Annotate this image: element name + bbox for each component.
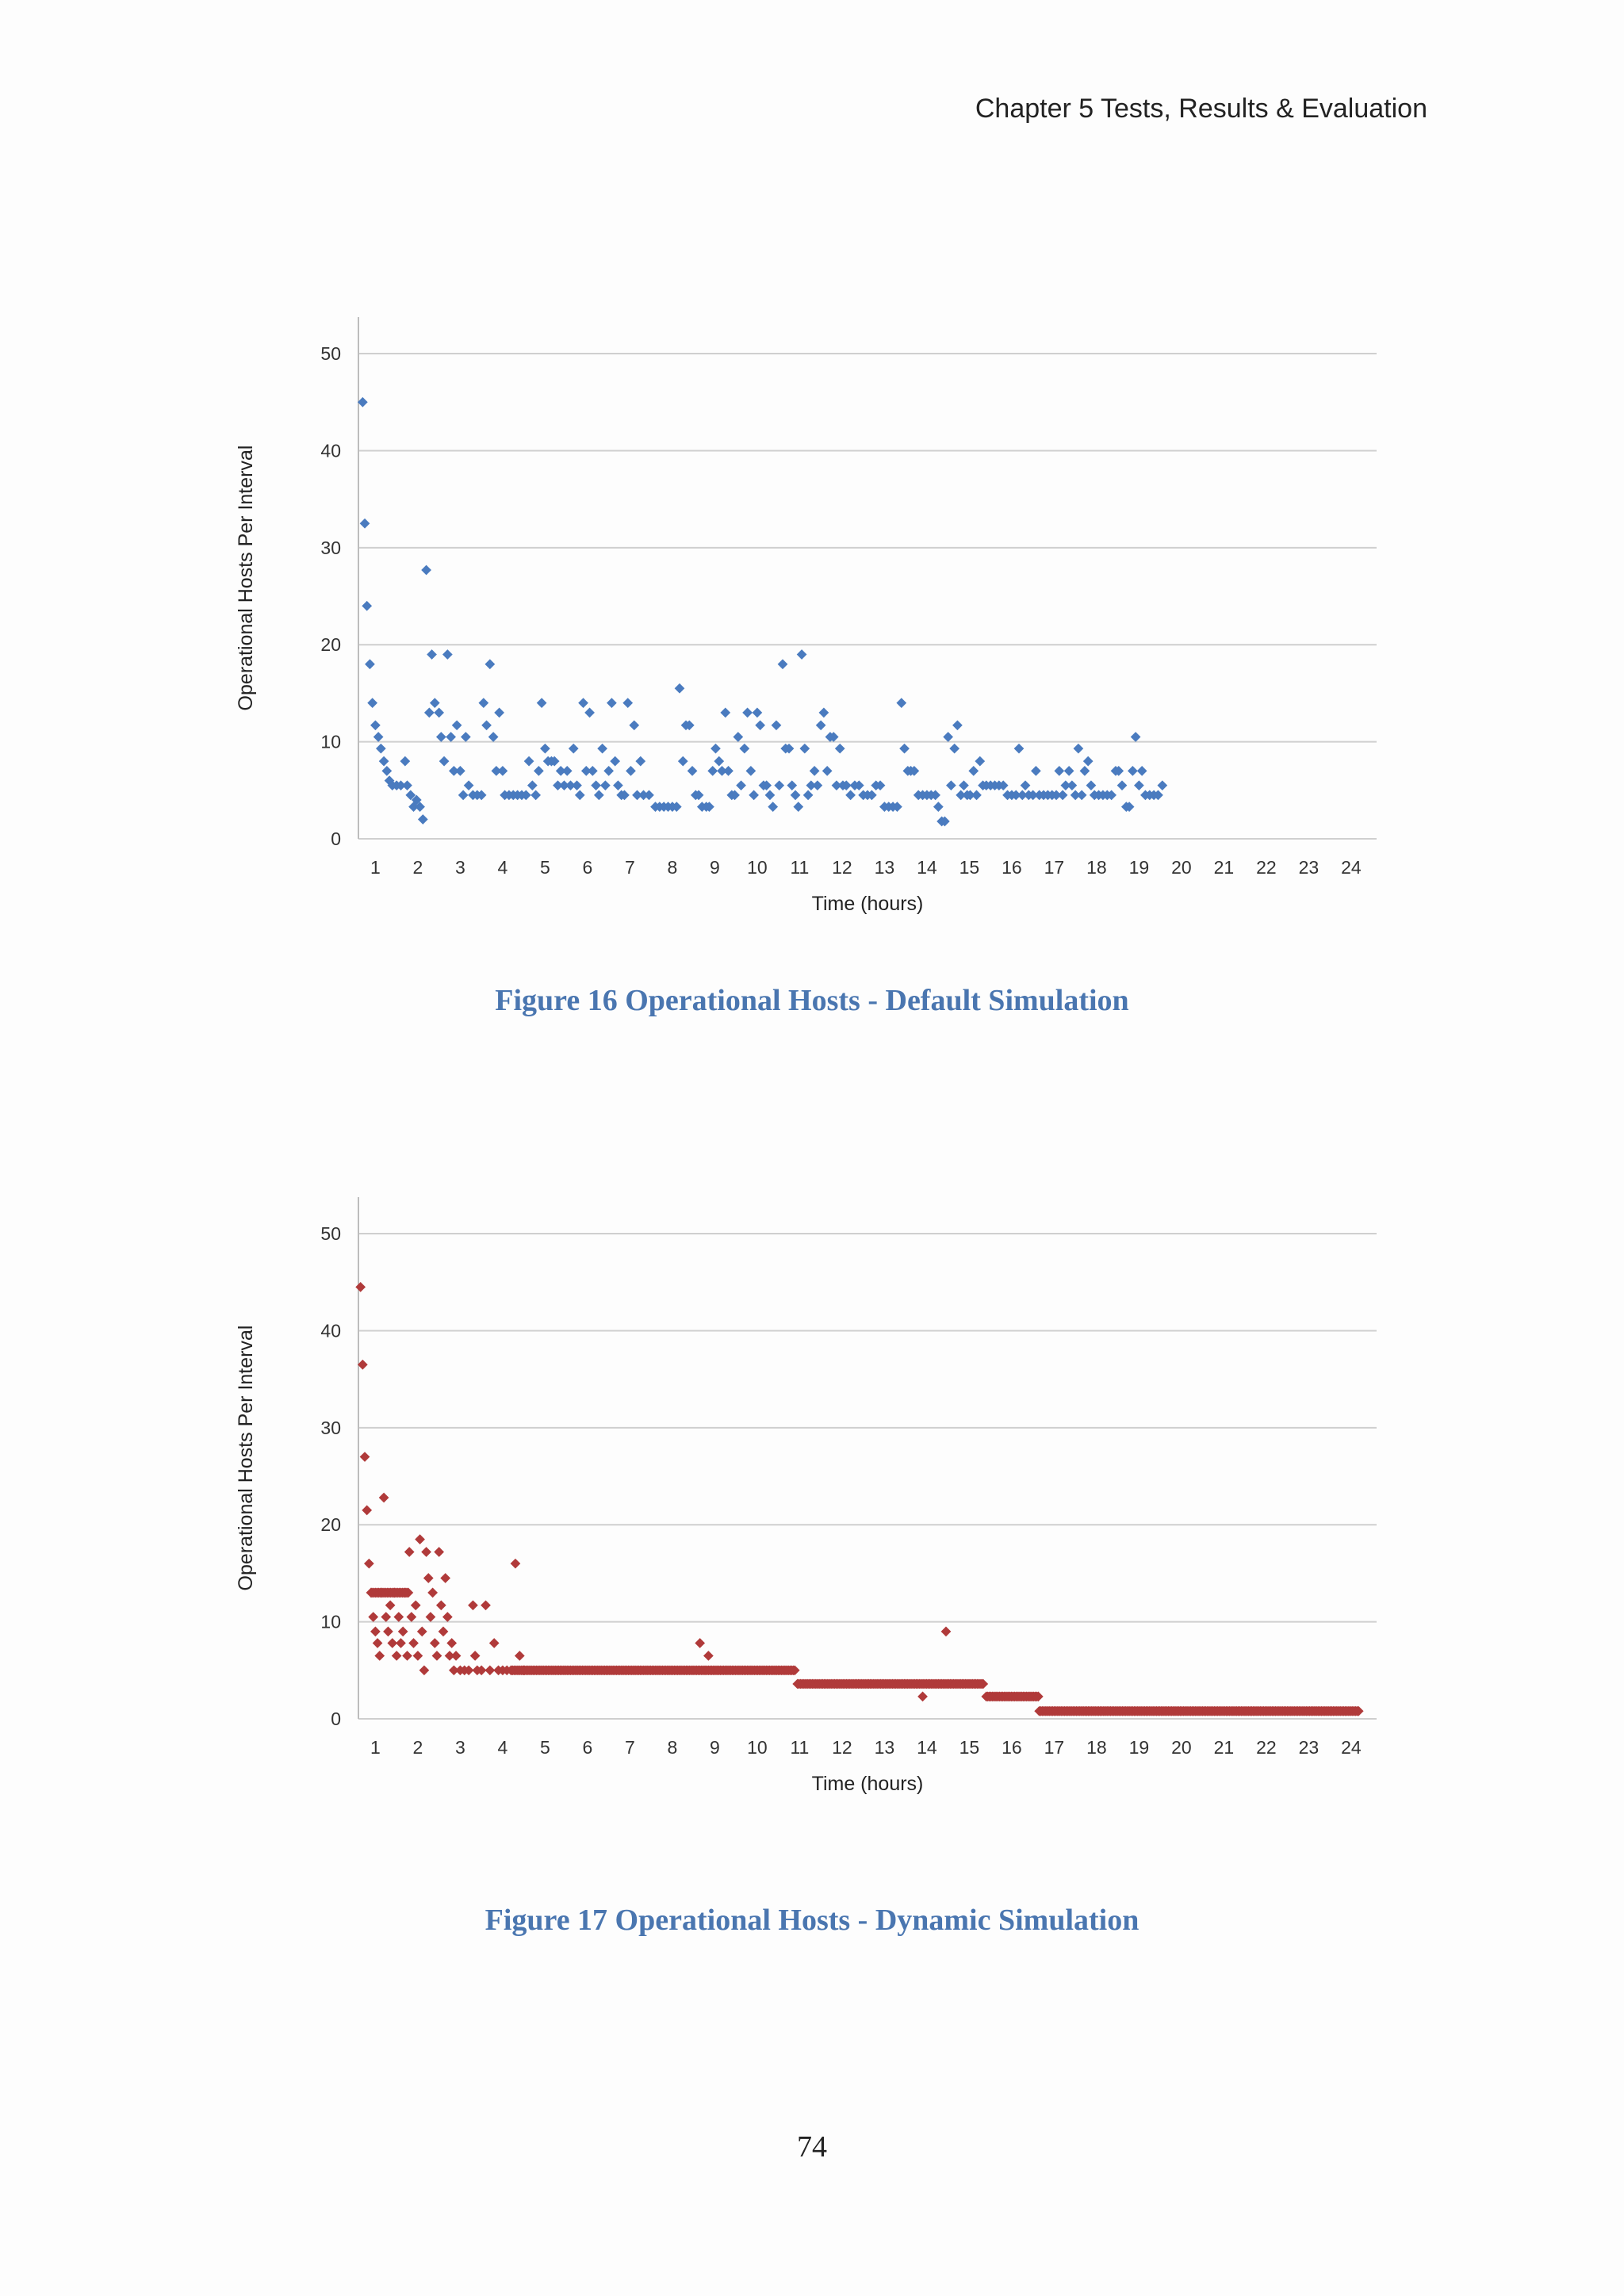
data-point — [736, 780, 746, 790]
data-point — [933, 802, 944, 812]
x-tick-label: 13 — [874, 1737, 895, 1758]
x-tick-label: 12 — [832, 1737, 852, 1758]
data-point — [452, 720, 462, 730]
data-point — [835, 744, 845, 754]
data-point — [530, 790, 541, 801]
y-axis-label: Operational Hosts Per Interval — [235, 1325, 257, 1591]
data-point — [578, 698, 588, 708]
data-point — [774, 780, 784, 790]
x-tick-label: 24 — [1341, 1737, 1362, 1758]
data-point — [917, 1691, 928, 1701]
data-point — [1137, 766, 1147, 776]
data-point — [1131, 732, 1141, 742]
data-point — [364, 1559, 374, 1569]
x-tick-label: 17 — [1044, 857, 1065, 878]
data-point — [703, 1651, 714, 1661]
y-tick-label: 40 — [320, 440, 341, 461]
x-tick-label: 13 — [874, 857, 895, 878]
data-point — [373, 1638, 383, 1648]
data-point — [407, 1612, 417, 1622]
data-point — [446, 1638, 457, 1648]
x-tick-label: 7 — [625, 1737, 635, 1758]
data-point — [594, 790, 604, 801]
data-point — [803, 790, 814, 801]
data-point — [393, 1612, 404, 1622]
data-point — [470, 1651, 481, 1661]
data-point — [396, 1638, 406, 1648]
figure-16-caption: Figure 16 Operational Hosts - Default Simulation — [495, 984, 1129, 1017]
y-tick-label: 0 — [331, 828, 341, 849]
data-point — [374, 1651, 385, 1661]
data-point — [644, 790, 654, 801]
data-point — [494, 708, 504, 718]
data-point — [968, 766, 979, 776]
x-tick-label: 10 — [747, 857, 768, 878]
data-point — [787, 780, 797, 790]
y-tick-label: 40 — [320, 1320, 341, 1341]
data-point — [899, 744, 910, 754]
data-point — [1054, 766, 1064, 776]
y-tick-label: 50 — [320, 343, 341, 365]
data-point — [635, 756, 645, 767]
data-point — [430, 1638, 440, 1648]
y-tick-label: 30 — [320, 537, 341, 558]
data-point — [584, 708, 595, 718]
x-tick-label: 5 — [540, 857, 550, 878]
x-tick-label: 1 — [370, 857, 381, 878]
data-point — [534, 766, 544, 776]
data-point — [707, 766, 718, 776]
data-point — [1014, 744, 1025, 754]
data-point — [575, 790, 585, 801]
x-tick-label: 15 — [959, 857, 980, 878]
x-tick-label: 1 — [370, 1737, 381, 1758]
x-tick-label: 10 — [747, 1737, 768, 1758]
data-point — [461, 732, 471, 742]
data-point — [383, 1626, 393, 1636]
data-point — [793, 802, 803, 812]
x-tick-label: 2 — [412, 857, 423, 878]
data-point — [404, 1547, 415, 1557]
data-point — [755, 720, 765, 730]
data-point — [733, 732, 743, 742]
data-point — [1157, 780, 1167, 790]
data-point — [949, 744, 959, 754]
data-point — [572, 780, 582, 790]
x-tick-label: 22 — [1256, 1737, 1277, 1758]
x-tick-label: 6 — [582, 857, 593, 878]
data-point — [799, 744, 810, 754]
data-point — [688, 766, 698, 776]
data-point — [626, 766, 636, 776]
data-point — [370, 1626, 381, 1636]
data-point — [1080, 766, 1090, 776]
running-header: Chapter 5 Tests, Results & Evaluation — [975, 94, 1427, 124]
data-point — [360, 1452, 370, 1462]
data-point — [597, 744, 607, 754]
data-point — [723, 766, 733, 776]
data-series — [355, 1282, 1363, 1716]
data-point — [524, 756, 534, 767]
data-point — [434, 1547, 444, 1557]
x-tick-label: 16 — [1002, 857, 1022, 878]
data-point — [975, 756, 985, 767]
data-point — [819, 708, 829, 718]
x-tick-label: 18 — [1086, 857, 1107, 878]
data-point — [511, 1559, 521, 1569]
data-point — [720, 708, 730, 718]
data-point — [822, 766, 833, 776]
data-point — [678, 756, 688, 767]
data-point — [417, 1626, 427, 1636]
data-point — [398, 1626, 408, 1636]
data-point — [1021, 780, 1031, 790]
data-point — [370, 720, 381, 730]
data-point — [442, 1612, 453, 1622]
data-point — [1058, 790, 1068, 801]
data-point — [1134, 780, 1144, 790]
x-tick-label: 3 — [455, 1737, 465, 1758]
data-point — [436, 732, 446, 742]
y-tick-label: 50 — [320, 1223, 341, 1245]
x-tick-label: 23 — [1298, 1737, 1320, 1758]
data-point — [959, 780, 969, 790]
data-point — [478, 698, 488, 708]
data-point — [742, 708, 753, 718]
data-point — [562, 766, 573, 776]
data-point — [440, 1573, 450, 1583]
data-point — [368, 1612, 378, 1622]
data-point — [362, 1506, 372, 1516]
data-point — [408, 1638, 419, 1648]
data-point — [418, 814, 428, 825]
data-series — [358, 397, 1167, 826]
data-point — [710, 744, 721, 754]
x-tick-label: 19 — [1128, 1737, 1150, 1758]
data-point — [481, 720, 492, 730]
figure-17-caption: Figure 17 Operational Hosts - Dynamic Simulation — [485, 1904, 1139, 1937]
data-point — [379, 756, 389, 767]
data-point — [971, 790, 982, 801]
x-tick-label: 4 — [497, 857, 508, 878]
data-point — [816, 720, 826, 730]
data-point — [610, 756, 620, 767]
data-point — [381, 1612, 391, 1622]
data-point — [436, 1600, 446, 1610]
data-point — [413, 1651, 423, 1661]
data-point — [791, 790, 801, 801]
data-point — [600, 780, 611, 790]
data-point — [385, 1600, 396, 1610]
data-point — [778, 659, 788, 669]
data-point — [455, 766, 465, 776]
data-point — [1074, 744, 1084, 754]
x-tick-label: 19 — [1128, 857, 1150, 878]
data-point — [419, 1665, 430, 1675]
data-point — [714, 756, 724, 767]
x-tick-label: 4 — [497, 1737, 508, 1758]
data-point — [772, 720, 782, 730]
data-point — [1128, 766, 1138, 776]
data-point — [379, 1493, 389, 1503]
data-point — [1117, 780, 1128, 790]
x-tick-label: 14 — [917, 857, 937, 878]
x-tick-label: 9 — [710, 1737, 720, 1758]
data-point — [591, 780, 601, 790]
data-point — [1031, 766, 1041, 776]
data-point — [489, 1638, 500, 1648]
x-axis-label: Time (hours) — [811, 1773, 924, 1795]
data-point — [537, 698, 547, 708]
data-point — [810, 766, 820, 776]
data-point — [498, 766, 508, 776]
data-point — [392, 1651, 402, 1661]
figure-16-scatter-chart — [230, 293, 1404, 915]
data-point — [434, 708, 444, 718]
y-tick-label: 20 — [320, 1514, 341, 1536]
x-tick-label: 11 — [790, 857, 810, 878]
y-tick-label: 30 — [320, 1417, 341, 1438]
data-point — [896, 698, 906, 708]
y-tick-label: 10 — [320, 731, 341, 752]
data-point — [845, 790, 856, 801]
data-point — [411, 1600, 421, 1610]
data-point — [1083, 756, 1094, 767]
x-tick-label: 21 — [1213, 857, 1235, 878]
x-tick-label: 24 — [1341, 857, 1362, 878]
x-tick-label: 6 — [582, 1737, 593, 1758]
data-point — [1067, 780, 1078, 790]
data-point — [1077, 790, 1087, 801]
data-point — [607, 698, 617, 708]
figure-17-plot — [230, 1173, 1404, 1795]
data-point — [423, 1573, 434, 1583]
data-point — [603, 766, 614, 776]
x-tick-label: 3 — [455, 857, 465, 878]
data-point — [381, 766, 392, 776]
data-point — [569, 744, 579, 754]
data-point — [421, 565, 431, 576]
x-tick-label: 23 — [1298, 857, 1320, 878]
data-point — [439, 1626, 449, 1636]
data-point — [442, 649, 453, 660]
x-tick-label: 20 — [1171, 857, 1192, 878]
data-point — [488, 732, 499, 742]
data-point — [362, 601, 372, 611]
data-point — [464, 780, 474, 790]
x-tick-label: 16 — [1002, 1737, 1022, 1758]
data-point — [515, 1651, 525, 1661]
data-point — [427, 1588, 438, 1598]
data-point — [629, 720, 639, 730]
y-tick-label: 10 — [320, 1611, 341, 1632]
x-tick-label: 22 — [1256, 857, 1277, 878]
data-point — [446, 732, 456, 742]
data-point — [427, 649, 437, 660]
y-tick-label: 20 — [320, 634, 341, 656]
y-axis-label: Operational Hosts Per Interval — [235, 445, 257, 711]
data-point — [367, 698, 377, 708]
data-point — [430, 698, 440, 708]
data-point — [360, 519, 370, 529]
data-point — [1064, 766, 1074, 776]
data-point — [439, 756, 450, 767]
data-point — [753, 708, 763, 718]
data-point — [765, 790, 776, 801]
data-point — [588, 766, 598, 776]
x-tick-label: 9 — [710, 857, 720, 878]
x-tick-label: 8 — [667, 857, 678, 878]
data-point — [424, 708, 435, 718]
x-tick-label: 2 — [412, 1737, 423, 1758]
data-point — [746, 766, 756, 776]
x-tick-label: 18 — [1086, 1737, 1107, 1758]
data-point — [749, 790, 759, 801]
data-point — [415, 1534, 425, 1544]
y-tick-label: 0 — [331, 1709, 341, 1729]
x-tick-label: 12 — [832, 857, 852, 878]
data-point — [797, 649, 807, 660]
data-point — [426, 1612, 436, 1622]
data-point — [402, 780, 412, 790]
data-point — [355, 1282, 366, 1292]
data-point — [485, 659, 495, 669]
data-point — [540, 744, 550, 754]
data-point — [421, 1547, 431, 1557]
page-number: 74 — [797, 2130, 827, 2164]
data-point — [373, 732, 384, 742]
data-point — [613, 780, 623, 790]
data-point — [481, 1600, 491, 1610]
data-point — [675, 683, 685, 694]
data-point — [946, 780, 956, 790]
data-point — [739, 744, 749, 754]
x-tick-label: 5 — [540, 1737, 550, 1758]
data-point — [402, 1651, 412, 1661]
data-point — [527, 780, 538, 790]
data-point — [458, 790, 469, 801]
x-axis-label: Time (hours) — [811, 893, 924, 915]
data-point — [695, 1638, 705, 1648]
data-point — [813, 780, 823, 790]
data-point — [943, 732, 953, 742]
x-tick-label: 11 — [790, 1737, 810, 1758]
figure-16-plot — [230, 293, 1404, 915]
data-point — [1086, 780, 1097, 790]
x-tick-label: 7 — [625, 857, 635, 878]
x-tick-label: 20 — [1171, 1737, 1192, 1758]
x-tick-label: 8 — [667, 1737, 678, 1758]
x-tick-label: 15 — [959, 1737, 980, 1758]
data-point — [768, 802, 778, 812]
data-point — [952, 720, 963, 730]
data-point — [451, 1651, 462, 1661]
data-point — [941, 1626, 952, 1636]
x-tick-label: 21 — [1213, 1737, 1235, 1758]
x-tick-label: 14 — [917, 1737, 937, 1758]
figure-17-scatter-chart — [230, 1173, 1404, 1795]
data-point — [432, 1651, 442, 1661]
data-point — [365, 659, 375, 669]
data-point — [400, 756, 410, 767]
data-point — [468, 1600, 478, 1610]
x-tick-label: 17 — [1044, 1737, 1065, 1758]
data-point — [376, 744, 386, 754]
data-point — [622, 698, 633, 708]
